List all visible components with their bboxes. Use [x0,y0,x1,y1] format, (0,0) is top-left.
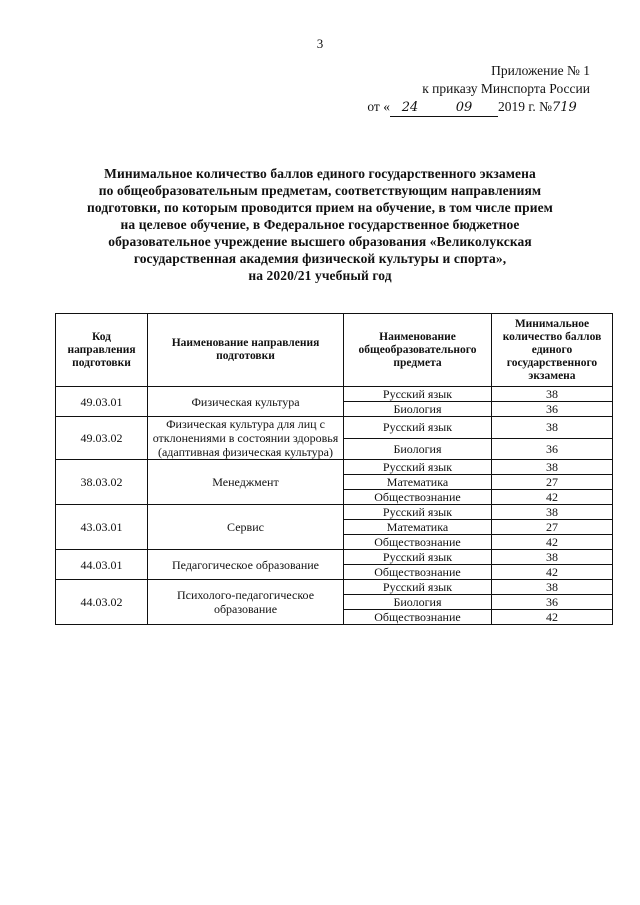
table-row [56,417,613,439]
table-row [56,505,613,520]
min-score: 38 [492,387,613,402]
min-score: 42 [492,610,613,625]
table-header-row [56,314,613,387]
title-line: по общеобразовательным предметам, соответствующим направлениям [98,183,542,198]
direction-name: Менеджмент [148,460,344,505]
title-line: на целевое обучение, в Федеральное государственное бюджетное [120,217,520,232]
title-line: образовательное учреждение высшего образования «Великолукская [108,234,532,249]
min-score: 36 [492,438,613,460]
order-date-line [330,98,590,117]
order-month-handwritten: 09 [430,101,498,117]
appendix-block [330,62,590,117]
page-number: 3 [316,36,324,51]
direction-name: Педагогическое образование [148,550,344,580]
direction-name: Физическая культура [148,387,344,417]
direction-code: 38.03.02 [56,460,148,505]
title-line: подготовки, по которым проводится прием на обучение, в том числе прием [87,200,553,215]
table-row [56,550,613,565]
table-row [56,460,613,475]
min-score: 42 [492,535,613,550]
subject-name: Русский язык [344,460,492,475]
min-score: 27 [492,520,613,535]
subject-name: Обществознание [344,610,492,625]
table-row [56,387,613,402]
header-code: Код направления подготовки [56,314,148,387]
title-line: государственная академия физической культуры и спорта», [133,251,507,266]
order-year: 2019 г. № [497,99,552,114]
header-subject: Наименование общеобразовательного предмета [344,314,492,387]
direction-name: Физическая культура для лиц с отклонениями в состоянии здоровья (адаптивная физическая культура) [148,417,344,460]
appendix-order-reference: к приказу Минспорта России [422,81,590,96]
subject-name: Обществознание [344,490,492,505]
direction-code: 44.03.02 [56,580,148,625]
subject-name: Обществознание [344,565,492,580]
min-score: 38 [492,550,613,565]
min-score: 42 [492,490,613,505]
min-score: 38 [492,460,613,475]
order-date-prefix: от « [367,99,390,114]
direction-code: 43.03.01 [56,505,148,550]
subject-name: Обществознание [344,535,492,550]
table-row [56,580,613,595]
subject-name: Биология [344,402,492,417]
direction-code: 49.03.01 [56,387,148,417]
direction-name: Психолого-педагогическое образование [148,580,344,625]
subject-name: Биология [344,595,492,610]
min-score: 36 [492,595,613,610]
min-score: 38 [492,580,613,595]
min-score: 27 [492,475,613,490]
appendix-title: Приложение № 1 [491,63,590,78]
subject-name: Русский язык [344,505,492,520]
document-title [70,165,570,284]
header-direction-name: Наименование направления подготовки [148,314,344,387]
score-requirements-table [55,313,613,625]
title-line: на 2020/21 учебный год [248,268,392,283]
order-number-handwritten: 719 [552,100,577,115]
order-day-handwritten: 24 [390,101,430,117]
subject-name: Биология [344,438,492,460]
subject-name: Русский язык [344,387,492,402]
min-score: 36 [492,402,613,417]
subject-name: Русский язык [344,417,492,439]
direction-code: 44.03.01 [56,550,148,580]
min-score: 38 [492,417,613,439]
subject-name: Математика [344,520,492,535]
direction-name: Сервис [148,505,344,550]
subject-name: Математика [344,475,492,490]
direction-code: 49.03.02 [56,417,148,460]
min-score: 42 [492,565,613,580]
title-line: Минимальное количество баллов единого государственного экзамена [104,166,536,181]
subject-name: Русский язык [344,550,492,565]
min-score: 38 [492,505,613,520]
subject-name: Русский язык [344,580,492,595]
header-min-score: Минимальное количество баллов единого государственного экзамена [492,314,613,387]
